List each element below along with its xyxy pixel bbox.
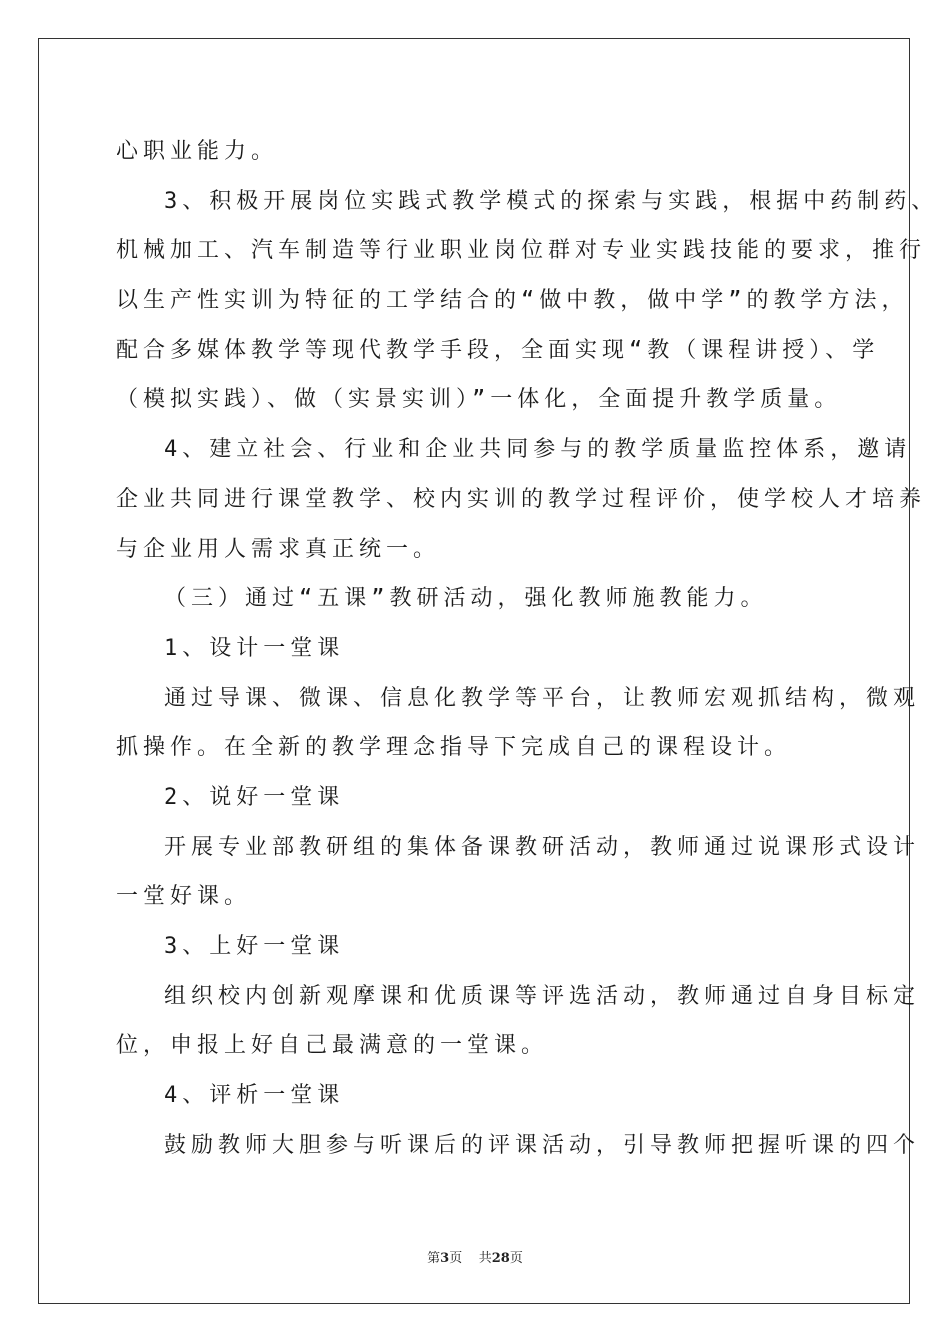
text-line: 4、建立社会、行业和企业共同参与的教学质量监控体系，邀请 xyxy=(164,437,912,463)
text-line: 以生产性实训为特征的工学结合的“做中教，做中学”的教学方法， xyxy=(116,288,909,314)
subsection-heading: 3、上好一堂课 xyxy=(164,934,345,959)
page-prefix: 第 xyxy=(427,1251,441,1266)
text-line: 鼓励教师大胆参与听课后的评课活动，引导教师把握听课的四个 xyxy=(164,1132,921,1158)
section-heading: （三）通过“五课”教研活动，强化教师施教能力。 xyxy=(164,586,768,612)
page-number: 3 xyxy=(440,1251,450,1266)
text-line: （模拟实践）、做（实景实训）”一体化，全面提升教学质量。 xyxy=(116,387,842,413)
document-body xyxy=(116,127,939,1170)
text-line: 配合多媒体教学等现代教学手段，全面实现“教（课程讲授）、学 xyxy=(116,337,880,363)
text-line: 一堂好课。 xyxy=(116,884,252,910)
subsection-heading: 1、设计一堂课 xyxy=(164,635,345,661)
subsection-heading: 2、说好一堂课 xyxy=(164,784,345,810)
text-line: 抓操作。在全新的教学理念指导下完成自己的课程设计。 xyxy=(116,735,792,761)
page-footer xyxy=(0,1247,950,1266)
text-line: 心职业能力。 xyxy=(116,139,279,164)
text-line: 企业共同进行课堂教学、校内实训的教学过程评价，使学校人才培养 xyxy=(116,486,927,512)
text-line: 机械加工、汽车制造等行业职业岗位群对专业实践技能的要求，推行 xyxy=(116,238,927,264)
total-suffix: 页 xyxy=(509,1251,523,1266)
page-suffix: 页 xyxy=(449,1251,463,1266)
text-line: 3、积极开展岗位实践式教学模式的探索与实践，根据中药制药、 xyxy=(164,188,939,214)
text-line: 通过导课、微课、信息化教学等平台，让教师宏观抓结构，微观 xyxy=(164,685,921,711)
text-line: 位，申报上好自己最满意的一堂课。 xyxy=(116,1033,549,1059)
subsection-heading: 4、评析一堂课 xyxy=(164,1083,345,1109)
text-line: 与企业用人需求真正统一。 xyxy=(116,536,441,562)
total-prefix: 共 xyxy=(478,1251,492,1266)
text-line: 组织校内创新观摩课和优质课等评选活动，教师通过自身目标定 xyxy=(164,983,921,1009)
text-line: 开展专业部教研组的集体备课教研活动，教师通过说课形式设计 xyxy=(164,834,921,860)
total-pages: 28 xyxy=(491,1251,510,1266)
